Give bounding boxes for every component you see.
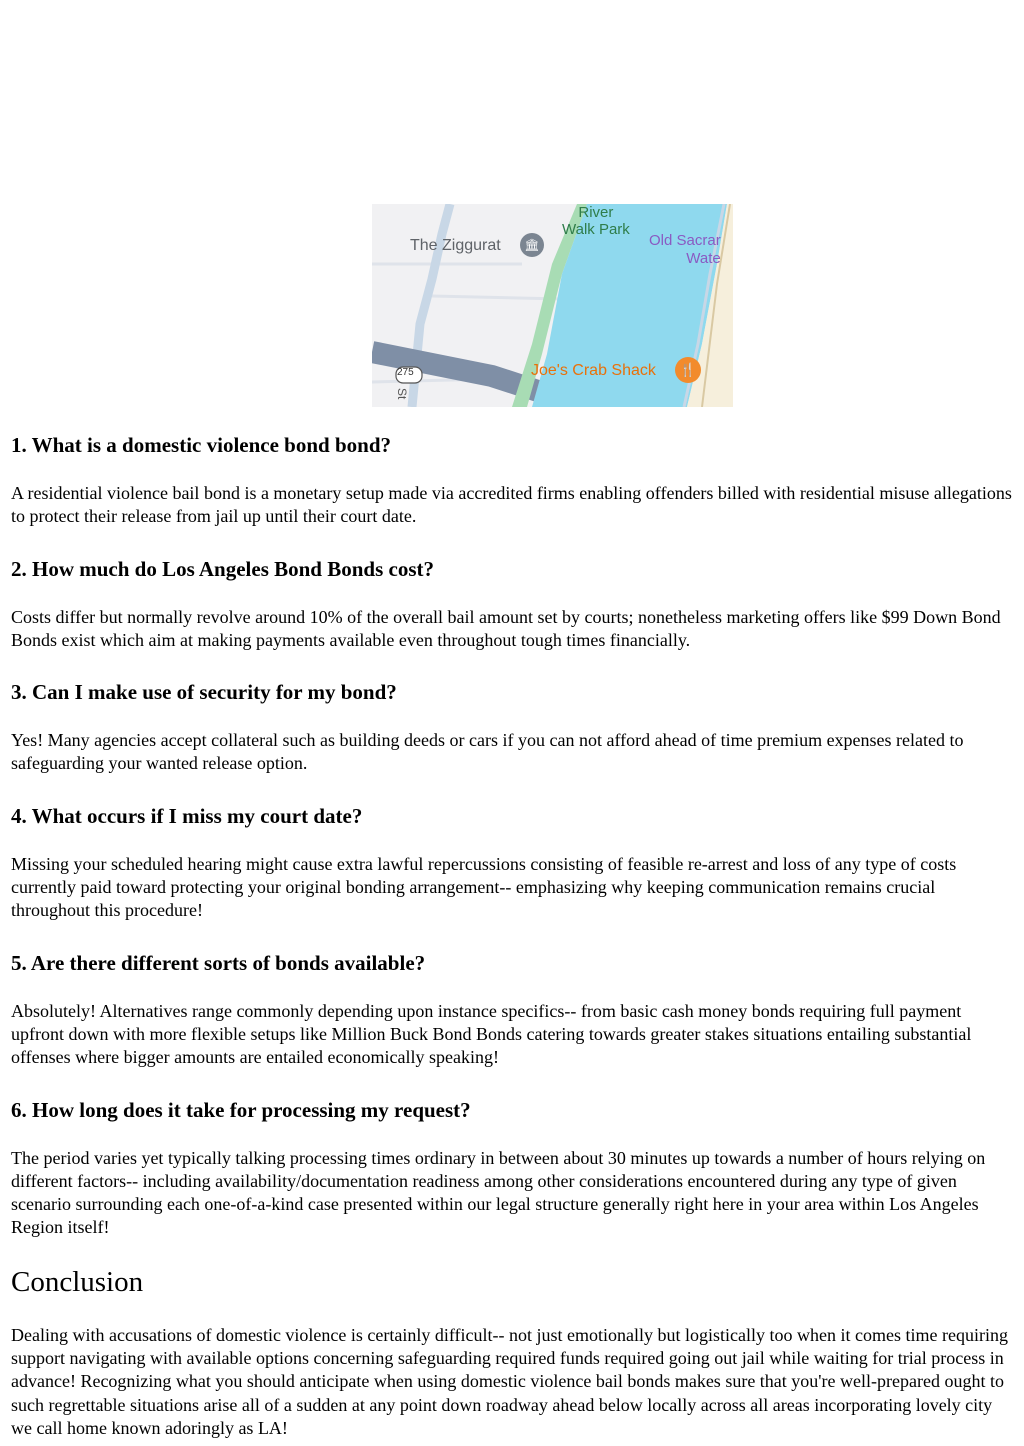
conclusion-heading: Conclusion xyxy=(11,1265,144,1298)
map-label-river-walk-park xyxy=(562,204,630,238)
faq-answer-2: Costs differ but normally revolve around 10% of the overall bail amount set by courts; nonetheless marketing offers like $99 Down Bond Bonds exist which aim at making payments available even throughout tough times financially. xyxy=(11,606,1001,650)
faq-answer-3: Yes! Many agencies accept collateral such as building deeds or cars if you can not afford ahead of time premium expenses related to safeguarding your wanted release option. xyxy=(11,730,964,774)
faq-question-5: 5. Are there different sorts of bonds available? xyxy=(11,950,426,975)
map-label-route: 275 xyxy=(397,367,414,378)
museum-icon: 🏛 xyxy=(520,233,544,257)
faq-question-6: 6. How long does it take for processing my request? xyxy=(11,1097,471,1122)
faq-answer-4: Missing your scheduled hearing might cause extra lawful repercussions consisting of feasible re-arrest and loss of any type of costs currently paid toward protecting your original bonding arrangement-- emphasizing why keeping communication remains crucial throughout this procedure! xyxy=(11,853,957,921)
conclusion-body: Dealing with accusations of domestic violence is certainly difficult-- not just emotionally but logistically too when it comes time requiring support navigating with available options concerning safeguarding required funds required going out jail while waiting for trial process in advance! Recognizing what you should anticipate when using domestic violence bail bonds makes sure that you're well-prepared ought to such regrettable situations arise all of a sudden at any point down roadway ahead below locally across all areas incorporating lovely city we call home known adoringly as LA! xyxy=(11,1324,1008,1438)
faq-question-4: 4. What occurs if I miss my court date? xyxy=(11,803,363,828)
map-label-old-sacramento xyxy=(649,232,721,268)
map-label-old-sac-line1: Old Sacrar xyxy=(649,232,721,249)
map-label-joes-crab-shack: Joe's Crab Shack xyxy=(531,362,656,379)
faq-answer-1: A residential violence bail bond is a monetary setup made via accredited firms enabling offenders billed with residential misuse allegations to protect their release from jail up until their court date. xyxy=(11,483,1012,527)
faq-answer-6: The period varies yet typically talking processing times ordinary in between about 30 minutes up towards a number of hours relying on different factors-- including availability/documentation readiness among other considerations encountered during any type of given scenario surrounding each one-of-a-kind case presented within our legal structure generally right here in your area within Los Angeles Region itself! xyxy=(11,1147,986,1238)
map-label-river-line1: River xyxy=(578,204,614,221)
restaurant-icon: 🍴 xyxy=(675,357,701,383)
map-label-old-sac-line2: Wate xyxy=(686,250,721,267)
map-label-ziggurat: The Ziggurat xyxy=(410,237,501,254)
faq-question-1: 1. What is a domestic violence bond bond? xyxy=(11,433,391,457)
article-content xyxy=(11,430,1014,1440)
faq-question-2: 2. How much do Los Angeles Bond Bonds cost? xyxy=(11,556,435,581)
map-label-river-line2: Walk Park xyxy=(562,221,630,238)
faq-answer-5: Absolutely! Alternatives range commonly depending upon instance specifics-- from basic cash money bonds requiring full payment upfront down with more flexible setups like Million Buck Bond Bonds catering towards greater stakes situations entailing substantial offenses where bigger amounts are entailed economically speaking! xyxy=(11,1000,972,1068)
map-image xyxy=(372,204,733,407)
faq-question-3: 3. Can I make use of security for my bond? xyxy=(11,680,397,705)
map-label-street: St xyxy=(395,388,409,400)
